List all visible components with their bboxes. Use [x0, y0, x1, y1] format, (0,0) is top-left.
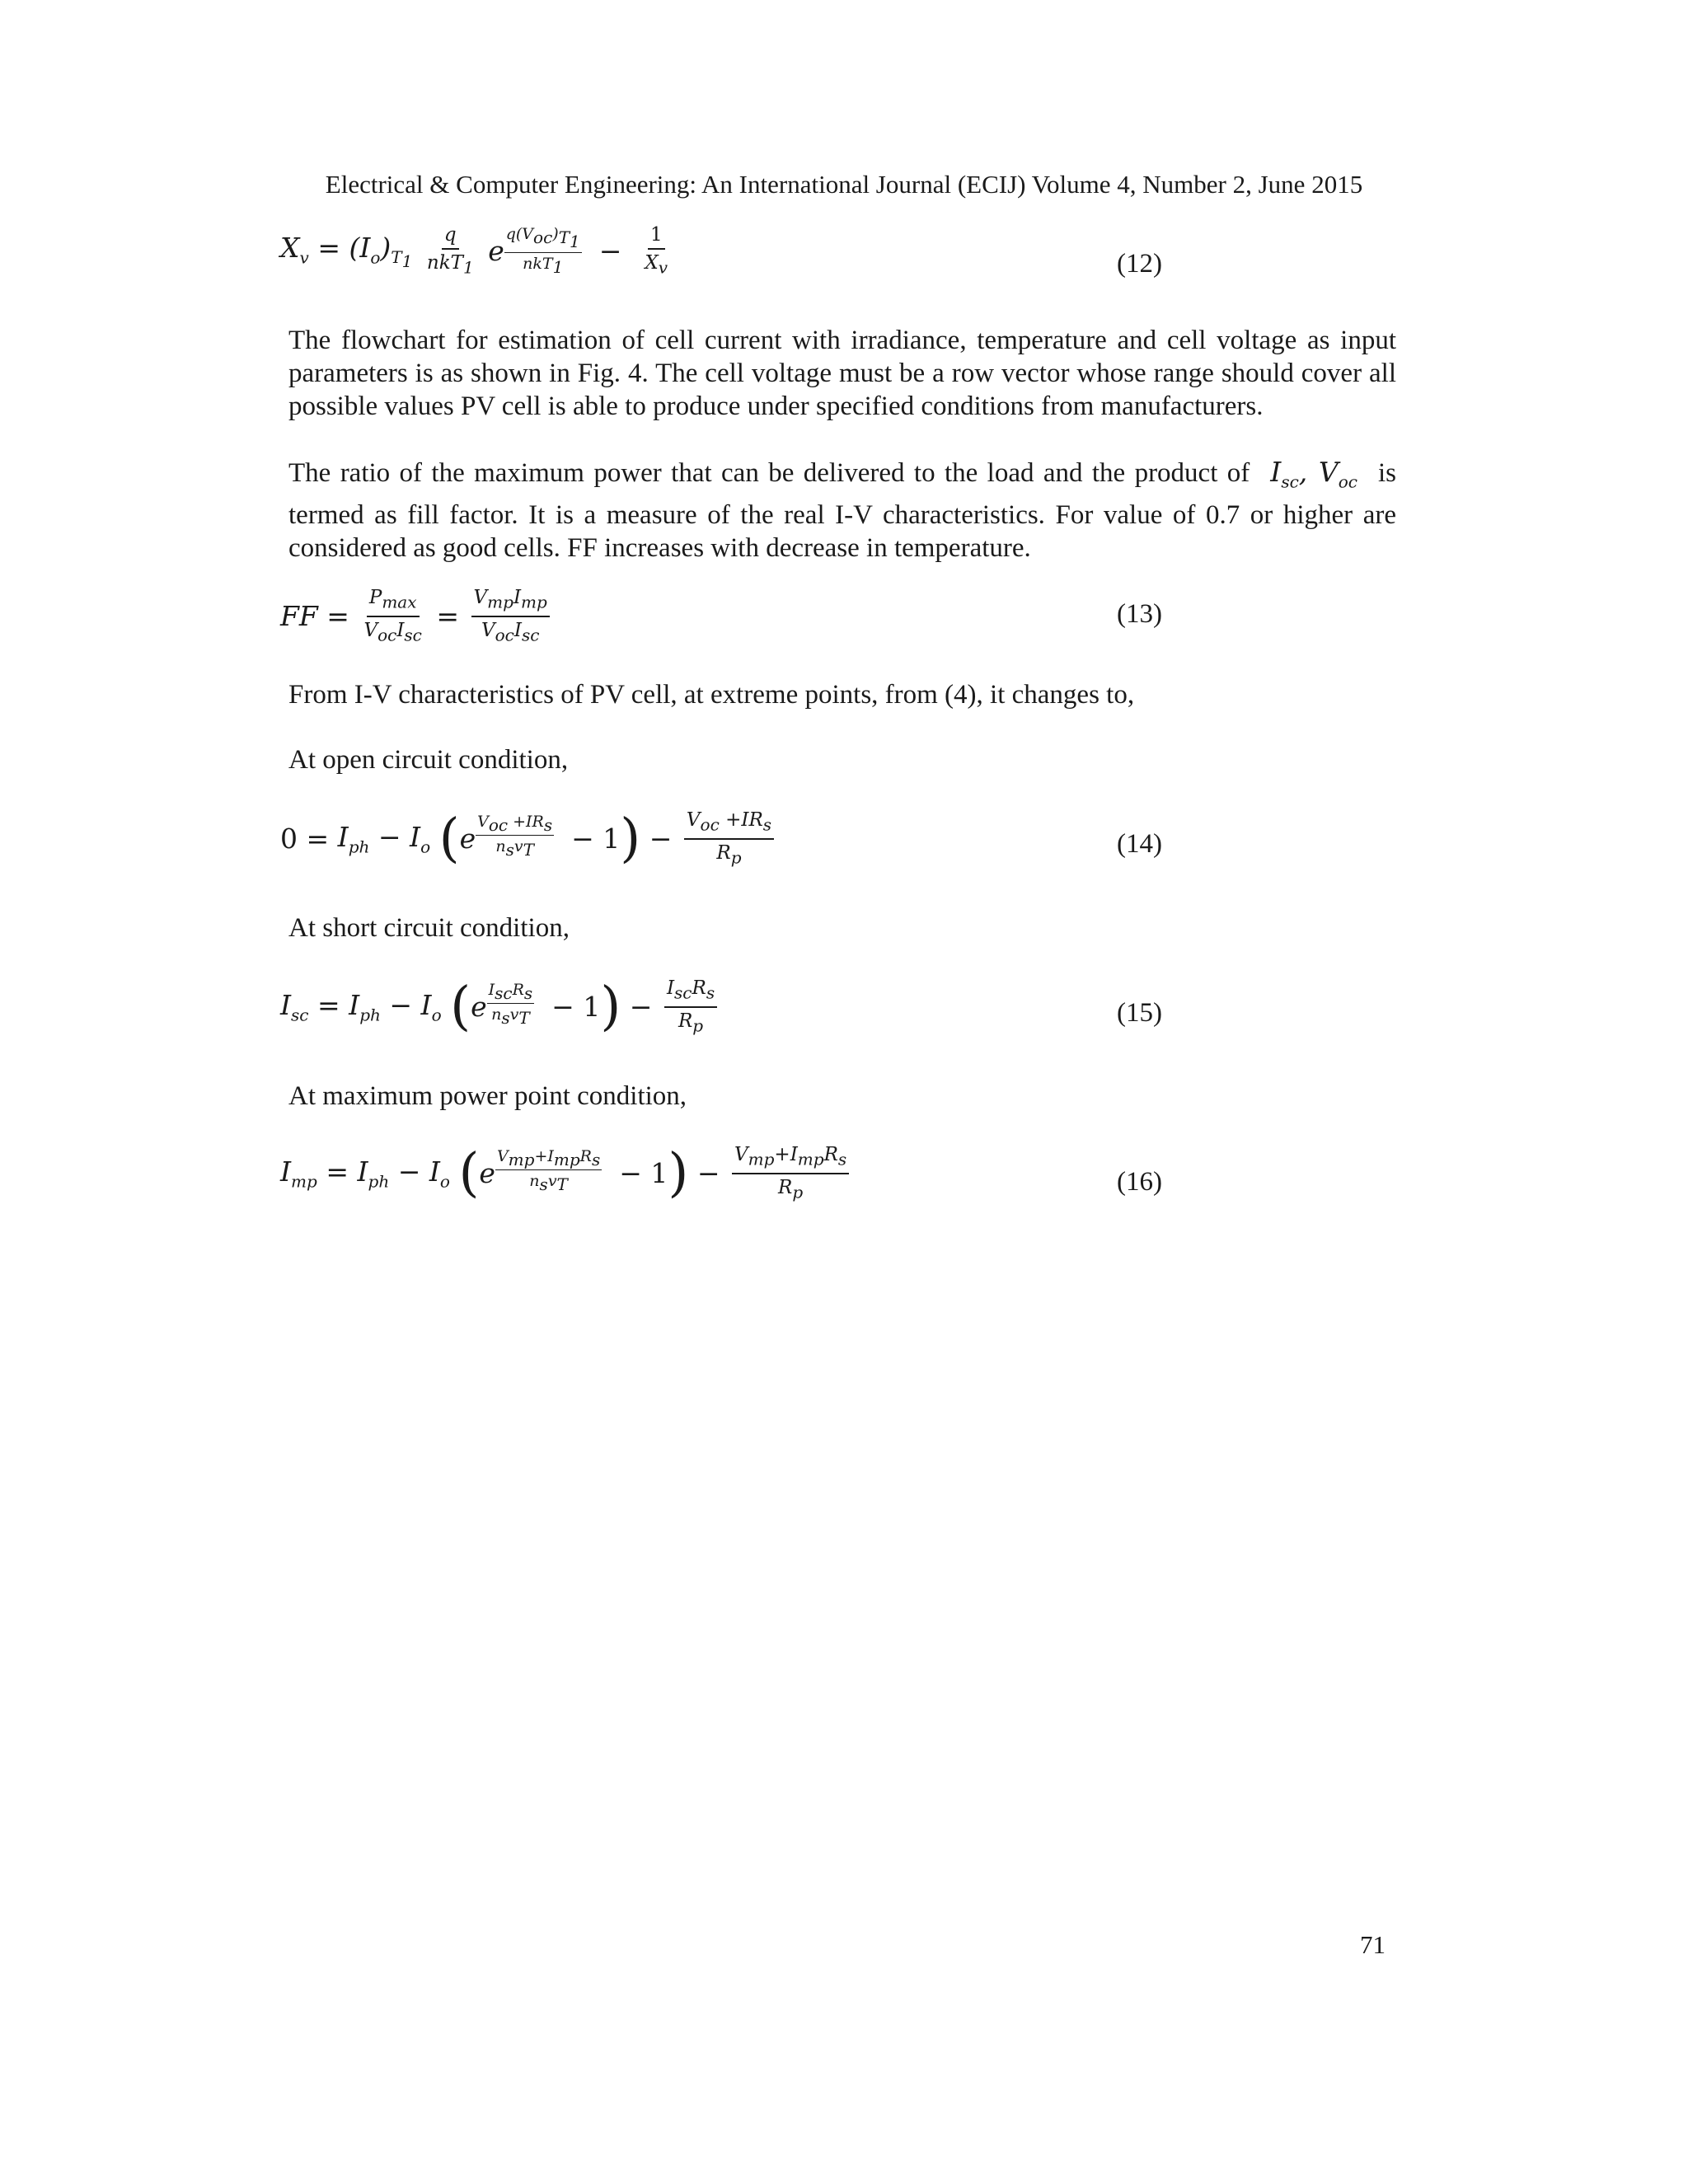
paragraph-extreme-points: From I-V characteristics of PV cell, at extreme points, from (4), it changes to,	[288, 680, 1135, 710]
paragraph-flowchart: The flowchart for estimation of cell current with irradiance, temperature and cell voltage as input parameters is as shown in Fig. 4. The cell voltage must be a row vector whose range should cover all possible values PV cell is able to produce under specified conditions from manufacturers.	[288, 326, 1396, 421]
equation-15-number: (15)	[1117, 998, 1162, 1028]
equation-13: FF = $\frac{P_{max}}{V_{oc}I_{sc}}$ = $\frac{V_{mp}I_{mp}}{V_{oc}I_{sc}}$	[280, 587, 553, 645]
equation-12-number: (12)	[1117, 249, 1162, 279]
label-max-power-point: At maximum power point condition,	[288, 1081, 687, 1111]
equation-12: $X_v = (I_o)_{T_1}$ $\frac{q}{nkT_1}$ e $q(V_{oc})_{T_1}$ nkT$_1$ − $\frac{1}{X_v}$	[280, 224, 668, 278]
equation-15: $I_{sc} = I_{ph} - I_o$ (e $I_{sc}R_s$ $n_sv_T$ − 1) − $\frac{I_{sc}R_s}{R_p}$	[280, 977, 720, 1037]
paragraph-fill-factor	[288, 456, 1396, 565]
equation-16-number: (16)	[1117, 1167, 1162, 1197]
equation-14: $0 = I_{ph} - I_o$ (e $V_{oc} +IR_s$ $n_sv_T$ − 1) − $\frac{V_{oc} +IR_s}{R_p}$	[280, 809, 777, 869]
page-number: 71	[1360, 1930, 1386, 1959]
inline-math-isc-voc: $I_{sc}$, $V_{oc}$	[1259, 456, 1357, 492]
equation-13-number: (13)	[1117, 599, 1162, 629]
equation-14-number: (14)	[1117, 829, 1162, 859]
label-open-circuit: At open circuit condition,	[288, 745, 569, 775]
label-short-circuit: At short circuit condition,	[288, 913, 570, 943]
running-header: Electrical & Computer Engineering: An International Journal (ECIJ) Volume 4, Number 2, June 2015	[325, 170, 1363, 199]
equation-16: $I_{mp} = I_{ph} - I_o$ (e $V_{mp}+I_{mp}R_s$ $n_sv_T$ − 1) − $\frac{V_{mp}+I_{mp}R_s}{R_p}$	[280, 1144, 852, 1203]
paragraph-fill-factor-rest: is termed as fill factor. It is a measure of the real I-V characteristics. For value of 0.7 or higher are considered as good cells. FF increases with decrease in temperature.	[288, 458, 1397, 563]
paragraph-fill-factor-text: The ratio of the maximum power that can be delivered to the load and the product of	[288, 458, 1250, 488]
